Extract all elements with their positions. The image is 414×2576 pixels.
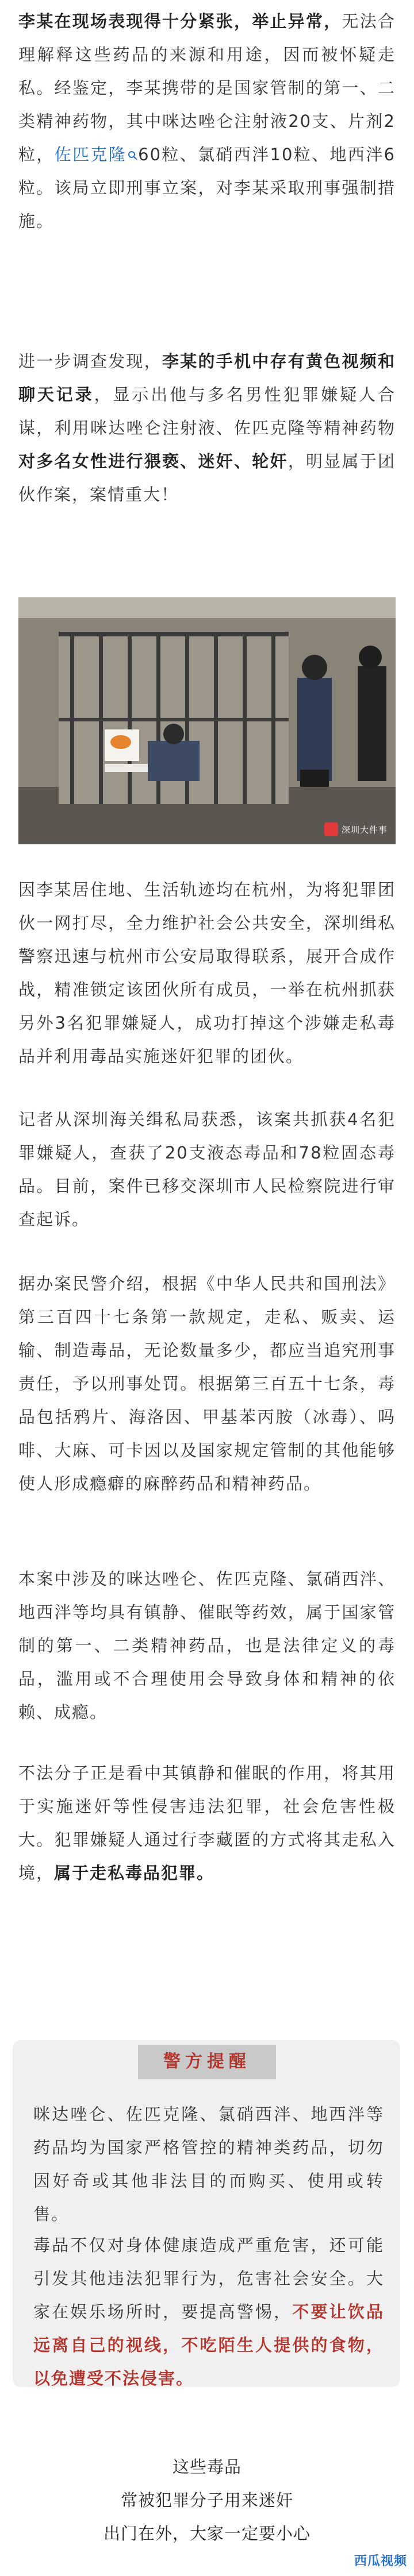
police-tip-header (138, 2045, 276, 2079)
news-photo (18, 597, 396, 844)
paragraph-3 (18, 873, 396, 1073)
body-text: 无法合理解释这些药品的来源和用途，因而被怀疑走私。经鉴定，李某携带的是国家管制的第一、二类精神药物，其中咪达唑仑注射液20支、片剂2粒， (18, 11, 396, 164)
body-text: 进一步调查发现， (18, 352, 162, 371)
emphasis-text: 李某的手机中存有黄色视频和聊天记录 (18, 352, 396, 404)
body-text: 毒品不仅对身体健康造成严重危害，还可能引发其他违法犯罪行为，危害社会安全。大家在娱乐场所时，要提高警惕， (33, 2235, 384, 2322)
emphasis-text: 不要让饮品远离自己的视线，不吃陌生人提供的食物，以免遭受不法侵害。 (33, 2302, 384, 2388)
paragraph-1 (18, 5, 396, 238)
paragraph-4 (18, 1103, 396, 1236)
watermark-logo-icon (324, 822, 338, 836)
search-icon[interactable] (128, 150, 138, 161)
keyword-link[interactable]: 佐匹克隆 (54, 145, 127, 164)
emphasis-text: 属于走私毒品犯罪。 (54, 1863, 215, 1883)
body-text: 咪达唑仑、佐匹克隆、氯硝西泮、地西泮等药品均为国家严格管控的精神类药品，切勿因好奇或其他非法目的而购买、使用或转售。 (33, 2104, 384, 2224)
emphasis-text: 李某在现场表现得十分紧张，举止异常， (18, 11, 342, 31)
body-text: 因李某居住地、生活轨迹均在杭州，为将犯罪团伙一网打尽，全力维护社会公共安全，深圳缉私警察迅速与杭州市公安局取得联系，展开合成作战，精准锁定该团伙所有成员，一举在杭州抓获另外3名犯罪嫌疑人，成功打掉这个涉嫌走私毒品并利用毒品实施迷奸犯罪的团伙。 (18, 880, 396, 1066)
paragraph-6 (18, 1562, 396, 1729)
closing-line-3: 出门在外，大家一定要小心 (103, 2524, 310, 2543)
body-text: 60粒、氯硝西泮10粒、地西泮6粒。该局立即刑事立案，对李某采取刑事强制措施。 (18, 145, 396, 231)
body-text: 本案中涉及的咪达唑仑、佐匹克隆、氯硝西泮、地西泮等均具有镇静、催眠等药效，属于国家管制的第一、二类精神药品，也是法律定义的毒品，滥用或不合理使用会导致身体和精神的依赖、成瘾。 (18, 1569, 396, 1722)
body-text: ，显示出他与多名男性犯罪嫌疑人合谋，利用咪达唑仑注射液、佐匹克隆等精神药物 (18, 385, 396, 438)
closing-line-1: 这些毒品 (172, 2457, 241, 2477)
tip-paragraph-1 (33, 2098, 384, 2231)
body-text: 据办案民警介绍，根据《中华人民共和国刑法》第三百四十七条第一款规定，走私、贩卖、运输、制造毒品，无论数量多少，都应当追究刑事责任，予以刑事处罚。根据第三百五十七条，毒品包括鸦片、海洛因、甲基苯丙胺（冰毒）、吗啡、大麻、可卡因以及国家规定管制的其他能够使人形成瘾癖的麻醉药品和精神药品。 (18, 1274, 396, 1493)
watermark-text: 深圳大件事 (341, 824, 388, 835)
watermark (324, 822, 388, 836)
tip-paragraph-2 (33, 2229, 384, 2395)
corner-logo: 西瓜视频 (354, 2554, 407, 2569)
interrogation-room-illustration (18, 597, 396, 844)
closing-line-2: 常被犯罪分子用来迷奸 (120, 2490, 293, 2510)
body-text: 不法分子正是看中其镇静和催眠的作用，将其用于实施迷奸等性侵害违法犯罪，社会危害性极大。犯罪嫌疑人通过行李藏匿的方式将其走私入境， (18, 1763, 396, 1883)
police-tip-title: 警方提醒 (163, 2052, 251, 2072)
body-text: 记者从深圳海关缉私局获悉，该案共抓获4名犯罪嫌疑人，查获了20支液态毒品和78粒固态毒品。目前，案件已移交深圳市人民检察院进行审查起诉。 (18, 1110, 396, 1229)
paragraph-7 (18, 1756, 396, 1890)
body-text: ，明显属于团伙作案，案情重大！ (18, 451, 396, 504)
emphasis-text: 对多名女性进行猥亵、迷奸、轮奸 (18, 451, 288, 471)
paragraph-5 (18, 1267, 396, 1500)
paragraph-2 (18, 345, 396, 511)
